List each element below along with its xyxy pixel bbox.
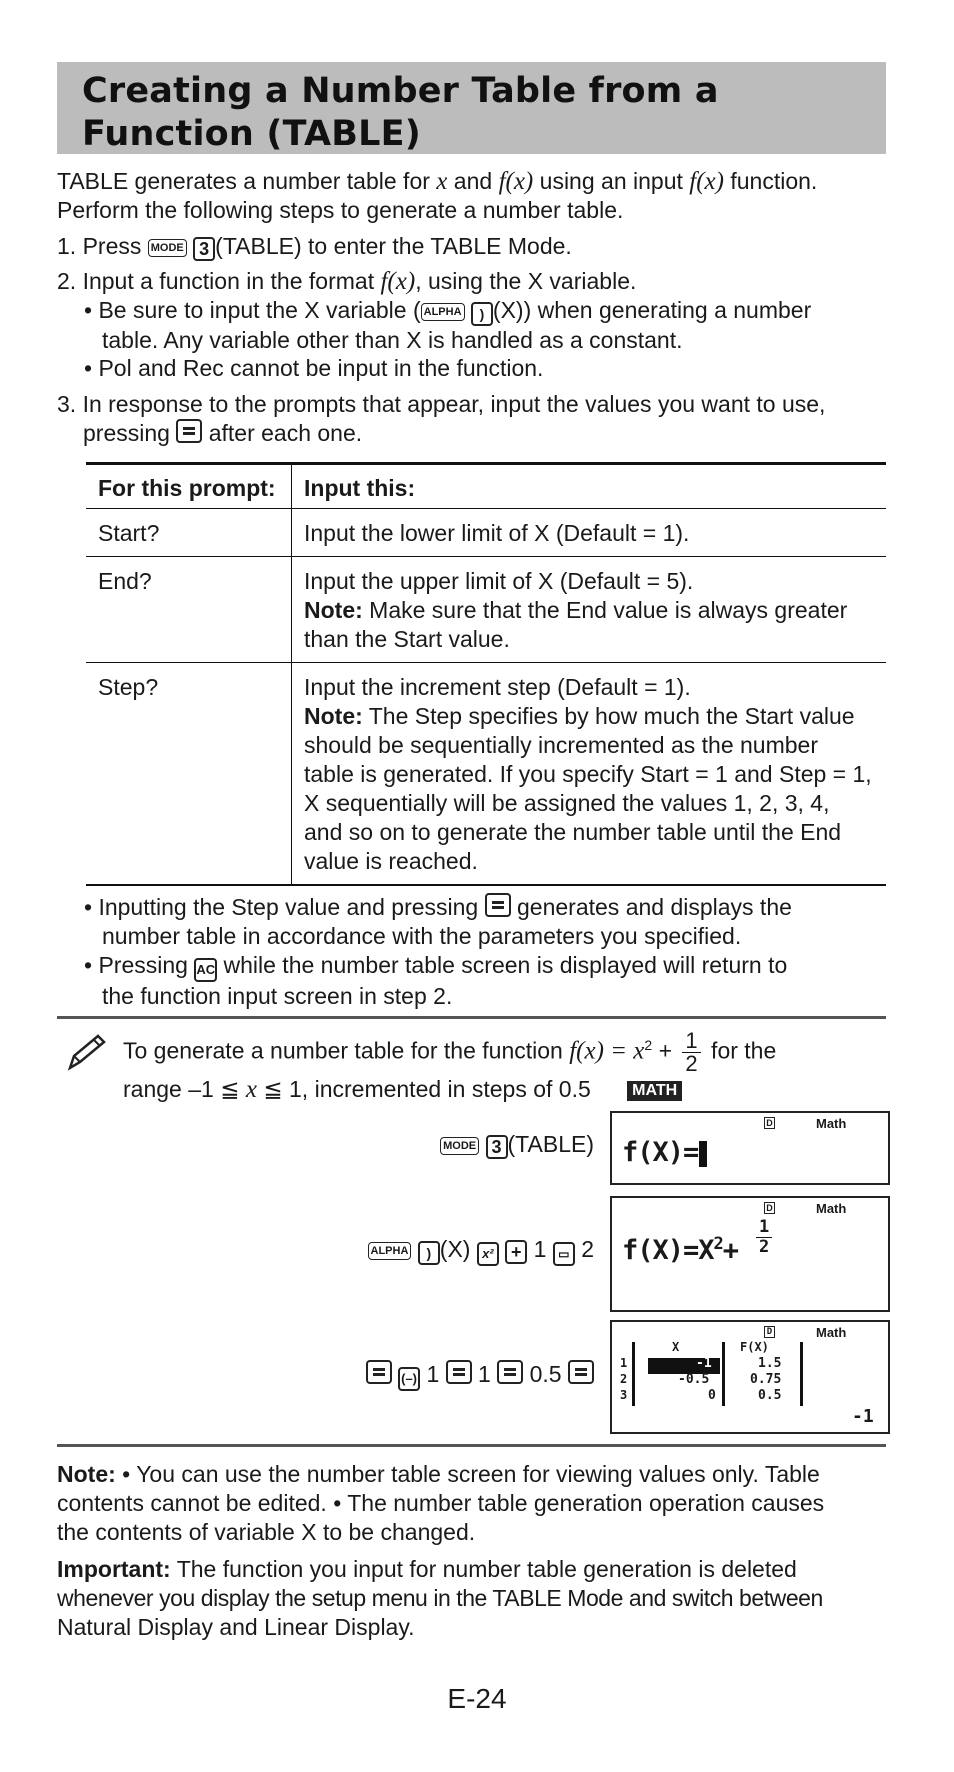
paren-key-icon: ) (418, 1241, 440, 1265)
fraction-key-icon: ▭ (553, 1242, 575, 1266)
alpha-key-icon: ALPHA (421, 303, 465, 321)
lcd-screen-3 (610, 1320, 890, 1434)
prompt-start: Start? (86, 509, 292, 557)
pencil-icon (64, 1032, 108, 1072)
equals-key-icon (568, 1360, 594, 1384)
table-header-row (86, 464, 886, 509)
degree-indicator: D (764, 1326, 775, 1338)
degree-indicator: D (764, 1117, 775, 1129)
input-end: Input the upper limit of X (Default = 5). Note: Make sure that the End value is always greater than the Start value. (292, 557, 887, 663)
mode-key-icon: MODE (148, 239, 187, 257)
equals-key-icon (446, 1360, 472, 1384)
section-title-bar (57, 62, 886, 154)
math-indicator: Math (816, 1116, 847, 1131)
lcd3-mid-rule (722, 1342, 725, 1406)
math-indicator: Math (816, 1325, 847, 1340)
lcd2-fraction: $\frac{1}{2}$ (756, 1218, 772, 1257)
equals-key-icon (497, 1360, 523, 1384)
negative-key-icon: (–) (398, 1367, 420, 1391)
step-2: 2. Input a function in the format f(x), using the X variable. (57, 268, 637, 295)
step-2-bullet-b: • Pol and Rec cannot be input in the function. (84, 355, 544, 381)
divider-top (57, 1016, 886, 1019)
lcd-screen-1 (610, 1111, 890, 1185)
prompt-step: Step? (86, 663, 292, 886)
note-paragraph: Note: • You can use the number table screen for viewing values only. Table contents cannot be edited. • The number table generation operation causes the contents of variable X to be changed. (57, 1461, 825, 1545)
equals-key-icon (485, 893, 511, 917)
prompt-table (86, 462, 886, 886)
prompt-end: End? (86, 557, 292, 663)
lcd3-current-value: -1 (852, 1406, 874, 1427)
intro-paragraph: TABLE generates a number table for x and f(x) using an input f(x) function. Perform the following steps to generate a number table. (57, 168, 818, 223)
equals-key-icon (176, 419, 202, 443)
equals-key-icon (366, 1360, 392, 1384)
table-row (86, 663, 886, 886)
key-sequence-3: (–) 1 1 0.5 (300, 1360, 594, 1391)
x-squared-key-icon: x² (477, 1242, 499, 1266)
input-start: Input the lower limit of X (Default = 1). (292, 509, 887, 557)
bullet-ac: • Pressing AC while the number table screen is displayed will return to the function input screen in step 2. (84, 952, 788, 1009)
paren-key-icon: ) (471, 302, 493, 326)
key-sequence-1: MODE 3 (TABLE) (300, 1131, 594, 1159)
step-3: 3. In response to the prompts that appear, input the values you want to use, pressing after each one. (57, 391, 826, 446)
lcd3-right-rule (800, 1342, 803, 1406)
title-line-1: Creating a Number Table from a (82, 71, 719, 111)
input-step: Input the increment step (Default = 1). Note: The Step specifies by how much the Start value should be sequentially incremented as the number table is generated. If you specify Start = 1 and Step = 1, X sequentially will be assigned the values 1, 2, 3, 4, and so on to generate the number table until the End value is reached. (292, 663, 887, 886)
header-prompt: For this prompt: (86, 464, 292, 509)
step-2-bullet-a: • Be sure to input the X variable ( ALPHA ) (X)) when generating a number table. Any variable other than X is handled as a constant. (84, 297, 812, 353)
degree-indicator: D (764, 1202, 775, 1214)
section-title (82, 70, 719, 156)
lcd2-expression: $f(X)=X^2+$ (622, 1234, 739, 1266)
lcd-screen-2 (610, 1196, 890, 1312)
table-row (86, 557, 886, 663)
lcd3-x-value: -1 (696, 1356, 712, 1371)
math-mode-badge: MATH (627, 1081, 682, 1101)
alpha-key-icon: ALPHA (368, 1242, 412, 1260)
header-input: Input this: (292, 464, 887, 509)
lcd3-left-rule (632, 1342, 635, 1406)
page-number: E-24 (447, 1683, 507, 1714)
divider-bottom (57, 1444, 886, 1447)
mode-key-icon: MODE (440, 1137, 479, 1155)
lcd3-fx-value: 0.75 (750, 1372, 782, 1387)
title-line-2: Function (TABLE) (82, 114, 421, 154)
key-sequence-2: ALPHA ) (X) x² + 1 ▭ 2 (300, 1236, 594, 1266)
ac-key-icon: AC (194, 958, 217, 982)
cursor-icon (699, 1141, 707, 1167)
key-3-icon: 3 (486, 1135, 508, 1159)
table-row (86, 509, 886, 557)
lcd3-row-index: 2 (620, 1372, 628, 1386)
example-text: To generate a number table for the function $f(x) = x^2$ + $\frac{1}{2}$ for the range –1 ≦ x ≦ 1, incremented in steps of 0.5 MATH (123, 1028, 777, 1103)
math-indicator: Math (816, 1201, 847, 1216)
lcd3-row-index: 3 (620, 1388, 628, 1402)
example-fraction: $\frac{1}{2}$ (682, 1030, 700, 1075)
lcd3-fx-value: 1.5 (758, 1356, 782, 1371)
lcd3-x-value: 0 (708, 1388, 716, 1403)
lcd3-fx-value: 0.5 (758, 1388, 782, 1403)
lcd3-x-value: -0.5 (678, 1372, 710, 1387)
key-3-icon: 3 (193, 237, 215, 261)
step-1: 1. Press MODE 3 (TABLE) to enter the TABLE Mode. (57, 233, 572, 259)
bullet-step-value: • Inputting the Step value and pressing generates and displays the number table in accordance with the parameters you specified. (84, 894, 792, 949)
lcd3-header-x: X (672, 1340, 680, 1354)
lcd3-row-index: 1 (620, 1356, 628, 1370)
lcd1-expression: f(X)= (622, 1137, 699, 1168)
lcd3-header-fx: F(X) (740, 1340, 769, 1354)
plus-key-icon: + (505, 1240, 527, 1264)
important-paragraph: Important: The function you input for number table generation is deleted whenever you display the setup menu in the TABLE Mode and switch between Natural Display and Linear Display. (57, 1556, 823, 1640)
